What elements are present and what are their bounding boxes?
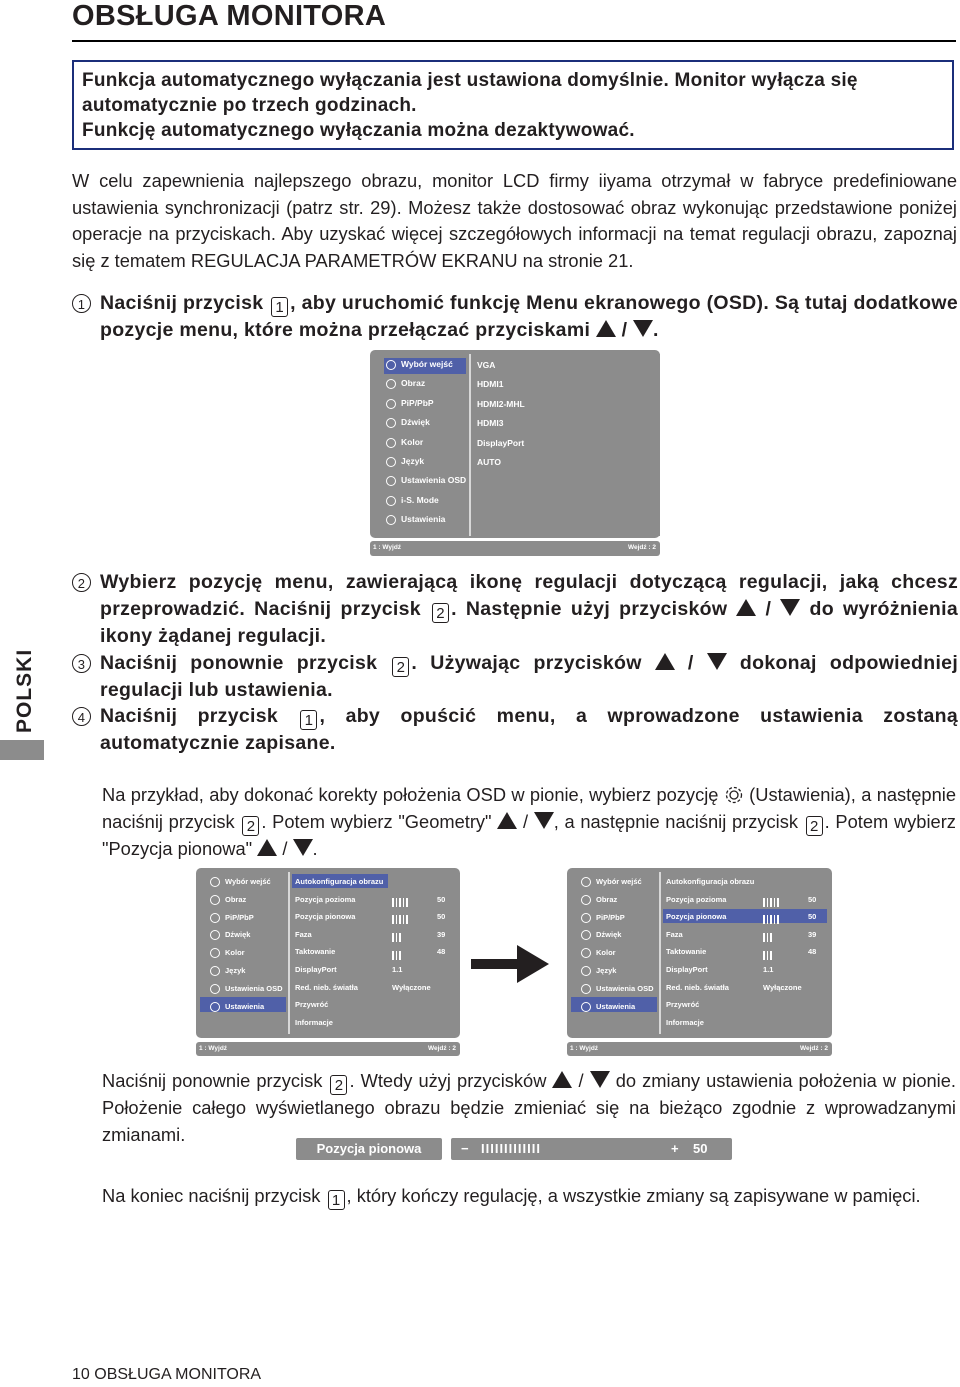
slash: / (522, 810, 529, 832)
osd-menu-item[interactable]: Język (596, 966, 617, 975)
audio-icon (386, 418, 396, 428)
page-title: OBSŁUGA MONITORA (72, 0, 387, 32)
osd-settings-icon (581, 984, 591, 994)
osd-footer (370, 541, 660, 556)
osd-item-value: 39 (437, 929, 446, 939)
button-1-icon: 1 (271, 297, 288, 317)
osd-footer (196, 1042, 460, 1056)
osd-geometry-item[interactable]: Pozycja pionowa (295, 912, 356, 922)
osd-menu-item[interactable]: Wybór wejść (225, 877, 271, 886)
language-icon (386, 457, 396, 467)
osd-menu-item[interactable]: PiP/PbP (401, 397, 434, 408)
down-arrow-icon (707, 653, 727, 670)
slider-bars: IIIIIIIIIIIII (481, 1141, 541, 1156)
language-icon (581, 966, 591, 976)
step-number: 2 (72, 573, 91, 592)
step-2 (72, 569, 958, 649)
osd-menu-item[interactable]: Dźwięk (596, 930, 622, 940)
page-number: 10 (72, 1366, 90, 1383)
osd-menu-item[interactable]: i-S. Mode (401, 494, 439, 505)
osd-menu-item[interactable]: Ustawienia (401, 514, 446, 525)
input-select-icon (581, 877, 591, 887)
osd-geometry-panel-before (196, 868, 460, 1038)
step-text: Naciśnij ponownie przycisk (100, 652, 378, 674)
up-arrow-icon (257, 839, 277, 856)
osd-menu-item[interactable]: Ustawienia (596, 1001, 636, 1011)
osd-main-panel (370, 350, 660, 538)
value-bar (763, 929, 774, 947)
period: . (653, 319, 659, 341)
osd-input-option[interactable]: HDMI3 (477, 418, 504, 429)
value-bar (392, 911, 410, 929)
osd-geometry-item[interactable]: DisplayPort (295, 965, 337, 974)
setup-icon (581, 1002, 591, 1012)
down-arrow-icon (590, 1071, 610, 1088)
button-2-icon: 2 (330, 1075, 347, 1095)
osd-settings-icon (386, 476, 396, 486)
text: . Wtedy użyj przycisków (349, 1070, 547, 1091)
text: do zmiany ustawienia położenia w pionie. Położenie całego wyświetlanego obrazu będzie zmieniać się na bieżąco zgodnie z wprowadzanymi zmianami. (102, 1070, 956, 1145)
step-text: dokonaj odpowiedniej regulacji lub ustawienia. (100, 652, 959, 701)
osd-footer-exit: 1 : Wyjdź (373, 544, 402, 551)
osd-geometry-item[interactable]: Red. nieb. światła (666, 982, 729, 992)
osd-footer (567, 1042, 832, 1056)
page-footer (72, 1366, 261, 1384)
slider-label: Pozycja pionowa (296, 1138, 442, 1160)
color-icon (386, 438, 396, 448)
input-select-icon (210, 877, 220, 887)
adjust-paragraph (102, 1068, 956, 1148)
text: . Potem wybierz "Pozycja pionowa" (102, 810, 956, 859)
osd-item-value: 39 (808, 929, 817, 939)
title-divider (72, 40, 956, 42)
osd-item-value: 50 (808, 912, 817, 922)
side-tab-label: POLSKI (13, 648, 36, 733)
step-text: , aby opuścić menu, a wprowadzone ustawienia zostaną automatycznie zapisane. (100, 705, 958, 754)
slash: / (282, 837, 288, 859)
intro-paragraph: W celu zapewnienia najlepszego obrazu, monitor LCD firmy iiyama otrzymał w fabryce predefiniowane ustawienia synchronizacji (patrz str. 29). Możesz także dostosować obraz wykonując przedstawione poniżej operacje na przyciskach. Aby uzyskać więcej szczegółowych informacji na temat regulacji obrazu, zapoznaj się z tematem REGULACJA PARAMETRÓW EKRANU na stronie 21. (72, 170, 957, 271)
down-arrow-icon (780, 599, 800, 616)
up-arrow-icon (497, 812, 517, 829)
osd-geometry-item[interactable]: Pozycja pozioma (295, 894, 356, 904)
slash: / (765, 597, 772, 620)
osd-geometry-item[interactable]: Przywróć (666, 1000, 700, 1010)
language-icon (210, 966, 220, 976)
plus-icon[interactable]: + (671, 1141, 679, 1156)
audio-icon (210, 930, 220, 940)
notice-line-1: Funkcja automatycznego wyłączania jest ustawiona domyślnie. Monitor wyłącza się automatycznie po trzech godzinach. (82, 70, 858, 116)
osd-geometry-item[interactable]: Pozycja pozioma (666, 894, 727, 904)
text: . Potem wybierz "Geometry" (261, 810, 492, 832)
osd-menu-item[interactable]: Język (225, 966, 246, 975)
step-text: Naciśnij przycisk (100, 705, 279, 727)
value-bar (392, 929, 403, 947)
color-icon (210, 948, 220, 958)
slider-value: 50 (693, 1141, 708, 1156)
osd-geometry-item[interactable]: Przywróć (295, 1000, 329, 1010)
slash: / (578, 1070, 584, 1091)
text: (Ustawienia), a następnie naciśnij przycisk (102, 784, 956, 832)
up-arrow-icon (552, 1071, 572, 1088)
osd-input-option[interactable]: AUTO (477, 457, 501, 467)
picture-icon (386, 379, 396, 389)
value-bar (763, 894, 781, 912)
notice-box (72, 60, 954, 150)
value-bar (763, 946, 774, 964)
osd-geometry-item[interactable]: Informacje (295, 1017, 333, 1027)
osd-item-value: 48 (437, 947, 446, 957)
osd-input-option[interactable]: HDMI2-MHL (477, 398, 525, 409)
osd-menu-item[interactable]: PiP/PbP (596, 912, 625, 922)
osd-geometry-item[interactable]: Informacje (666, 1017, 704, 1027)
osd-menu-item[interactable]: Obraz (596, 894, 618, 904)
period: . (312, 837, 318, 859)
osd-menu-item[interactable]: Dźwięk (225, 930, 251, 940)
up-arrow-icon (596, 320, 616, 337)
button-2-icon: 2 (242, 816, 259, 836)
osd-item-value: Wyłączone (763, 982, 802, 992)
osd-menu-item[interactable]: Ustawienia OSD (401, 475, 467, 486)
side-tab-bar (0, 740, 44, 760)
osd-input-option[interactable]: VGA (477, 360, 496, 370)
osd-geometry-item[interactable]: Autokonfiguracja obrazu (295, 877, 384, 886)
osd-footer-enter: Wejdź : 2 (427, 1045, 456, 1052)
audio-icon (581, 930, 591, 940)
final-paragraph (102, 1183, 956, 1210)
button-2-icon: 2 (432, 603, 449, 623)
step-1 (72, 290, 958, 344)
step-text: . Następnie użyj przycisków (451, 597, 728, 620)
osd-geometry-item[interactable]: Faza (295, 929, 312, 939)
osd-menu-item[interactable]: Ustawienia (225, 1001, 265, 1011)
up-arrow-icon (736, 599, 756, 616)
osd-menu-item[interactable]: Obraz (401, 378, 426, 389)
osd-menu-item[interactable]: PiP/PbP (225, 912, 254, 922)
footer-title: OBSŁUGA MONITORA (94, 1366, 262, 1383)
down-arrow-icon (293, 839, 313, 856)
minus-icon[interactable]: − (461, 1141, 469, 1156)
button-1-icon: 1 (328, 1190, 345, 1210)
osd-menu-item[interactable]: Wybór wejść (596, 877, 642, 886)
step-text: do wyróżnienia ikony żądanej regulacji. (100, 597, 958, 647)
osd-item-value: 48 (808, 947, 817, 957)
picture-icon (210, 895, 220, 905)
step-number: 1 (72, 294, 91, 313)
gear-icon (724, 785, 744, 805)
example-paragraph (102, 782, 956, 862)
osd-geometry-item[interactable]: Taktowanie (666, 947, 707, 957)
step-number: 3 (72, 654, 91, 673)
button-1-icon: 1 (300, 710, 317, 730)
value-bar (763, 911, 781, 929)
osd-menu-item[interactable]: Obraz (225, 894, 247, 904)
button-2-icon: 2 (806, 816, 823, 836)
text: Naciśnij ponownie przycisk (102, 1070, 323, 1091)
osd-footer-enter: Wejdź : 2 (627, 544, 656, 551)
pip-icon (386, 399, 396, 409)
step-3 (72, 650, 958, 704)
setup-icon (386, 515, 396, 525)
osd-geometry-item[interactable]: DisplayPort (666, 965, 708, 974)
setup-icon (210, 1002, 220, 1012)
osd-input-option[interactable]: DisplayPort (477, 437, 525, 448)
osd-geometry-item[interactable]: Faza (666, 929, 683, 939)
osd-geometry-item[interactable]: Red. nieb. światła (295, 982, 358, 992)
step-text: Naciśnij przycisk (100, 292, 264, 314)
step-text: . Używając przycisków (411, 652, 642, 674)
up-arrow-icon (655, 653, 675, 670)
step-text: , aby uruchomić funkcję Menu ekranowego (OSD). Są tutaj dodatkowe pozycje menu, które można przełączać przyciskami (100, 292, 959, 341)
osd-item-value: 50 (437, 912, 446, 922)
pip-icon (210, 913, 220, 923)
text: Na przykład, aby dokonać korekty położenia OSD w pionie, wybierz pozycję (102, 784, 719, 805)
notice-line-2: Funkcję automatycznego wyłączania można dezaktywować. (82, 120, 635, 141)
osd-menu-item[interactable]: Język (401, 456, 425, 466)
slash: / (621, 319, 628, 341)
right-arrow-icon (471, 945, 549, 983)
step-text: Wybierz pozycję menu, zawierającą ikonę regulacji dotyczącą regulacji, jaką chcesz przeprowadzić. Naciśnij przycisk (100, 571, 958, 620)
osd-menu-item[interactable]: Kolor (401, 436, 424, 447)
osd-input-option[interactable]: HDMI1 (477, 379, 504, 390)
step-number: 4 (72, 707, 91, 726)
input-select-icon (386, 360, 396, 370)
down-arrow-icon (633, 320, 653, 337)
osd-geometry-item[interactable]: Autokonfiguracja obrazu (666, 877, 755, 886)
osd-settings-icon (210, 984, 220, 994)
osd-item-value: Wyłączone (392, 982, 431, 992)
osd-menu-item[interactable]: Kolor (596, 948, 616, 958)
text: Na koniec naciśnij przycisk (102, 1185, 321, 1206)
pip-icon (581, 913, 591, 923)
osd-footer-exit: 1 : Wyjdź (570, 1045, 599, 1052)
osd-item-value: 1.1 (763, 965, 774, 974)
osd-item-value: 50 (808, 894, 817, 904)
osd-footer-exit: 1 : Wyjdź (199, 1045, 228, 1052)
text: , który kończy regulację, a wszystkie zmiany są zapisywane w pamięci. (346, 1185, 921, 1206)
osd-menu-item[interactable]: Dźwięk (401, 417, 430, 428)
osd-item-value: 1.1 (392, 965, 403, 974)
picture-icon (581, 895, 591, 905)
text: , a następnie naciśnij przycisk (553, 810, 798, 832)
osd-geometry-item[interactable]: Taktowanie (295, 947, 336, 957)
osd-menu-item[interactable]: Wybór wejść (401, 359, 453, 369)
slash: / (687, 652, 694, 674)
osd-menu-item[interactable]: Ustawienia OSD (596, 983, 654, 993)
osd-geometry-item[interactable]: Pozycja pionowa (666, 912, 727, 922)
osd-menu-item[interactable]: Kolor (225, 948, 245, 958)
osd-menu-item[interactable]: Ustawienia OSD (225, 983, 283, 993)
value-bar (392, 894, 410, 912)
value-bar (392, 946, 403, 964)
vertical-position-slider[interactable] (451, 1138, 732, 1160)
osd-geometry-panel-after (567, 868, 832, 1038)
osd-item-value: 50 (437, 894, 446, 904)
osd-footer-enter: Wejdź : 2 (799, 1045, 828, 1052)
i-style-mode-icon (386, 496, 396, 506)
color-icon (581, 948, 591, 958)
step-4 (72, 703, 958, 757)
down-arrow-icon (534, 812, 554, 829)
button-2-icon: 2 (392, 657, 409, 677)
